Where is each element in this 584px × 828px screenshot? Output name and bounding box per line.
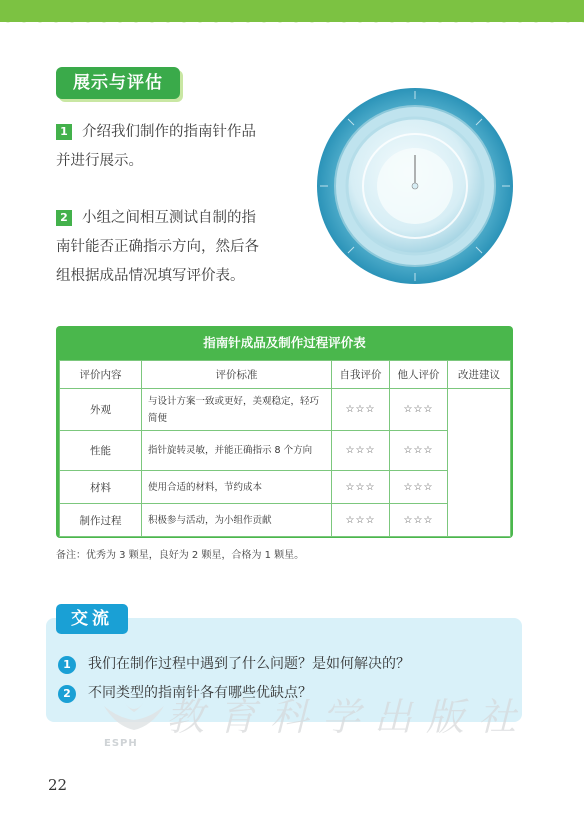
table-header: 评价标准 — [142, 361, 332, 389]
paragraph-line: 南针能否正确指示方向，然后各 — [56, 239, 259, 255]
suggestion-cell — [448, 389, 511, 537]
publisher-watermark-abbr: ESPH — [104, 738, 138, 749]
self-rating-cell: ☆☆☆ — [332, 471, 390, 504]
question-text: 不同类型的指南针各有哪些优缺点？ — [88, 685, 312, 701]
paragraph-line: 介绍我们制作的指南针作品 — [82, 124, 256, 140]
question-1 — [58, 653, 410, 674]
table-row — [60, 504, 511, 537]
table-header: 自我评价 — [332, 361, 390, 389]
question-text: 我们在制作过程中遇到了什么问题？是如何解决的？ — [88, 656, 410, 672]
number-badge: 2 — [56, 210, 72, 226]
table-header: 改进建议 — [448, 361, 511, 389]
paragraph-line: 并进行展示。 — [56, 153, 143, 169]
number-badge: 1 — [56, 124, 72, 140]
item-cell: 材料 — [60, 471, 142, 504]
evaluation-table — [59, 360, 511, 537]
paragraph-line: 小组之间相互测试自制的指 — [82, 210, 256, 226]
section-title: 展示与评估 — [56, 67, 180, 99]
table-note: 备注：优秀为 3 颗星，良好为 2 颗星，合格为 1 颗星。 — [56, 550, 305, 561]
others-rating-cell: ☆☆☆ — [390, 504, 448, 537]
paragraph-line: 组根据成品情况填写评价表。 — [56, 268, 245, 284]
top-scallop-border — [0, 14, 584, 30]
table-header: 评价内容 — [60, 361, 142, 389]
publisher-watermark: 教育科学出版社 — [166, 695, 531, 739]
self-rating-cell: ☆☆☆ — [332, 389, 390, 431]
table-header-row — [60, 361, 511, 389]
standard-cell: 使用合适的材料，节约成本 — [142, 471, 332, 504]
question-number-badge: 2 — [58, 685, 76, 703]
item-cell: 制作过程 — [60, 504, 142, 537]
page-number: 22 — [48, 776, 68, 794]
table-title: 指南针成品及制作过程评价表 — [203, 335, 366, 350]
standard-cell: 积极参与活动，为小组作贡献 — [142, 504, 332, 537]
table-row — [60, 389, 511, 431]
standard-cell: 与设计方案一致或更好，美观稳定，轻巧简便 — [142, 389, 332, 431]
table-row — [60, 431, 511, 471]
self-rating-cell: ☆☆☆ — [332, 504, 390, 537]
others-rating-cell: ☆☆☆ — [390, 471, 448, 504]
self-rating-cell: ☆☆☆ — [332, 431, 390, 471]
water-compass-photo — [316, 87, 514, 285]
table-row — [60, 471, 511, 504]
paragraph-1 — [56, 118, 288, 176]
item-cell: 性能 — [60, 431, 142, 471]
question-number-badge: 1 — [58, 656, 76, 674]
evaluation-table-panel — [56, 326, 513, 538]
others-rating-cell: ☆☆☆ — [390, 389, 448, 431]
exchange-title: 交流 — [56, 604, 128, 634]
item-cell: 外观 — [60, 389, 142, 431]
standard-cell: 指针旋转灵敏，并能正确指示 8 个方向 — [142, 431, 332, 471]
table-header: 他人评价 — [390, 361, 448, 389]
paragraph-2 — [56, 204, 288, 291]
others-rating-cell: ☆☆☆ — [390, 431, 448, 471]
